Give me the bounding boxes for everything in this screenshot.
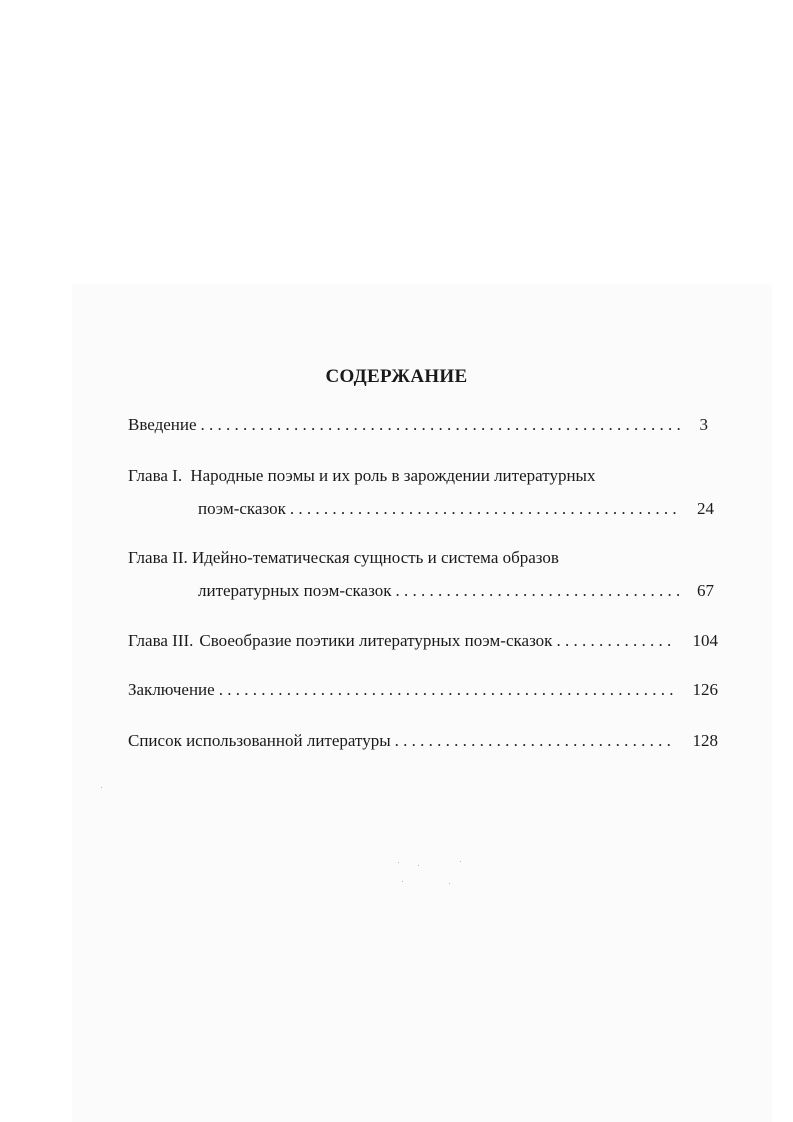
toc-chapter2-title-line1: Идейно-тематическая сущность и система образов bbox=[192, 548, 559, 567]
dot-leader bbox=[556, 630, 676, 652]
dot-leader bbox=[290, 498, 682, 520]
toc-chapter2-title-line2: литературных поэм-сказок bbox=[198, 581, 392, 600]
toc-conclusion-label: Заключение bbox=[128, 680, 215, 699]
toc-entry-chapter1-line2 bbox=[198, 498, 718, 520]
scan-background bbox=[72, 284, 772, 1122]
toc-entry-bibliography bbox=[128, 730, 718, 752]
toc-chapter1-page: 24 bbox=[697, 499, 714, 518]
toc-entry-chapter2-line2 bbox=[198, 580, 718, 602]
dot-leader bbox=[219, 679, 676, 701]
toc-entry-chapter3 bbox=[128, 630, 718, 652]
toc-chapter3-page: 104 bbox=[692, 631, 718, 650]
toc-chapter2-label: Глава II. bbox=[128, 548, 188, 567]
toc-entry-chapter2-line1 bbox=[128, 547, 559, 569]
toc-chapter1-label: Глава I. bbox=[128, 466, 183, 485]
scan-speck bbox=[449, 883, 450, 884]
toc-intro-page: 3 bbox=[699, 415, 708, 434]
scan-speck bbox=[418, 865, 419, 866]
page-title: СОДЕРЖАНИЕ bbox=[325, 366, 468, 387]
toc-conclusion-page: 126 bbox=[692, 680, 718, 699]
dot-leader bbox=[201, 414, 680, 436]
toc-entry-conclusion bbox=[128, 679, 718, 701]
toc-bibliography-label: Список использованной литературы bbox=[128, 731, 391, 750]
dot-leader bbox=[395, 730, 676, 752]
scan-speck bbox=[101, 787, 102, 788]
toc-chapter1-title-line1: Народные поэмы и их роль в зарождении литературных bbox=[190, 466, 596, 485]
toc-chapter2-page: 67 bbox=[697, 581, 714, 600]
toc-chapter3-title: Своеобразие поэтики литературных поэм-сказок bbox=[199, 631, 553, 650]
toc-chapter3-label: Глава III. bbox=[128, 631, 194, 650]
scan-speck bbox=[398, 862, 399, 863]
toc-entry-chapter1-line1 bbox=[128, 465, 595, 487]
toc-entry-intro bbox=[128, 414, 718, 436]
toc-chapter1-title-line2: поэм-сказок bbox=[198, 499, 286, 518]
toc-intro-label: Введение bbox=[128, 415, 197, 434]
scan-speck bbox=[402, 881, 403, 882]
scan-speck bbox=[460, 861, 461, 862]
toc-bibliography-page: 128 bbox=[692, 731, 718, 750]
dot-leader bbox=[395, 580, 682, 602]
